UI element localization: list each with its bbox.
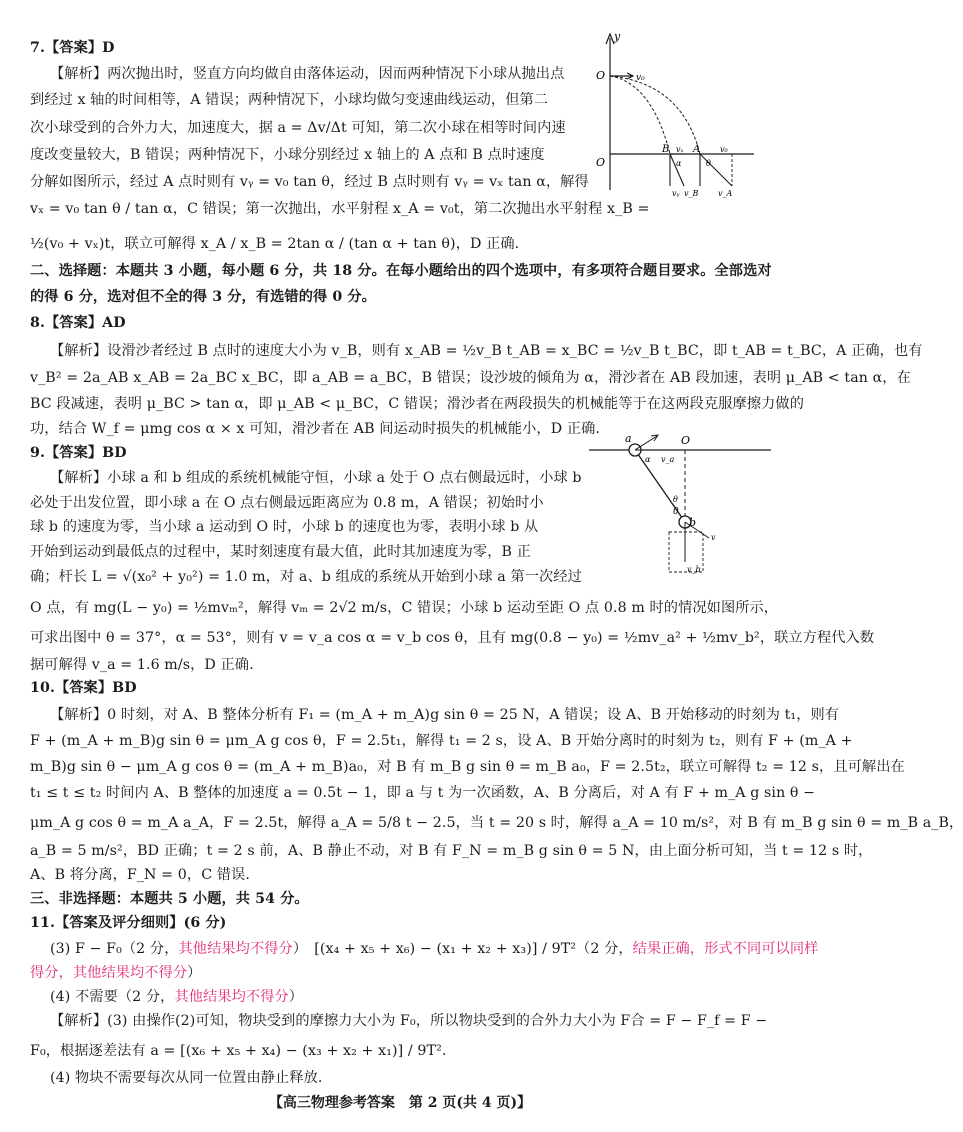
q11-scoring-line: [50, 939, 818, 959]
fig2-o-label: O: [681, 434, 691, 447]
fig1-o-label: O: [596, 69, 606, 82]
q8-analysis-line: BC 段减速，表明 μ_BC > tan α，即 μ_AB < μ_BC，C 错误；滑沙者在两段损失的机械能等于在这两段克服摩擦力做的: [30, 396, 804, 412]
q11-analysis-line: F₀，根据逐差法有 a = [(x₆ + x₅ + x₄) − (x₃ + x₂ + x₁)] / 9T².: [30, 1043, 447, 1059]
fig1-v0-label: v₀: [636, 73, 645, 83]
q9-analysis-line: 确；杆长 L = √(x₀² + y₀²) = 1.0 m，对 a、b 组成的系统从开始到小球 a 第一次经过: [30, 569, 582, 585]
page-footer: 【高三物理参考答案 第 2 页(共 4 页)】: [268, 1095, 532, 1111]
fig2-va-label: v_a: [661, 455, 675, 464]
q8-answer: 8.【答案】AD: [30, 315, 126, 331]
fig1-v0b-label: v₀: [720, 145, 728, 154]
q9-analysis-line: 球 b 的速度为零，当小球 a 运动到 O 时，小球 b 的速度也为零，表明小球 b 从: [30, 519, 539, 535]
q11-analysis-line: 【解析】(3) 由操作(2)可知，物块受到的摩擦力大小为 F₀，所以物块受到的合外力大小为 F合 = F − F_f = F −: [50, 1013, 768, 1029]
q9-answer: 9.【答案】BD: [30, 445, 127, 461]
fig1-vx-label: vₓ: [676, 145, 684, 154]
q11-text: (4) 不需要（2 分，: [50, 989, 175, 1005]
q9-analysis-line: 必处于出发位置，即小球 a 在 O 点右侧最远距离应为 0.8 m，A 错误；初始时小: [30, 495, 544, 511]
fig1-va-label: v_A: [718, 189, 733, 198]
q8-analysis-line: 【解析】设滑沙者经过 B 点时的速度大小为 v_B，则有 x_AB = ½v_B t_AB = x_BC = ½v_B t_BC，即 t_AB = t_BC，A 正确，也有: [50, 343, 923, 359]
q11-rule-note: 其他结果均不得分: [174, 989, 289, 1005]
fig2-v-label: v: [711, 533, 716, 542]
q7-analysis-line: 次小球受到的合外力大，加速度大，据 a = Δv/Δt 可知，第二次小球在相等时间内速: [30, 120, 566, 136]
fig2-b-label: b: [689, 516, 697, 529]
q11-scoring-line: [50, 987, 303, 1007]
q9-analysis-line: O 点，有 mg(L − y₀) = ½mvₘ²，解得 vₘ = 2√2 m/s，C 错误；小球 b 运动至距 O 点 0.8 m 时的情况如图所示，: [30, 600, 779, 616]
q11-text: ）: [288, 989, 304, 1005]
q9-analysis-line: 据可解得 v_a = 1.6 m/s，D 正确.: [30, 657, 254, 673]
q7-answer: 7.【答案】D: [30, 40, 115, 56]
q10-analysis-line: μm_A g cos θ = m_A a_A，F = 2.5t，解得 a_A = 5/8 t − 2.5，当 t = 20 s 时，解得 a_A = 10 m/s²，对 B 有 m_B g sin θ = m_B a_B，: [30, 815, 963, 831]
q10-analysis-line: A、B 将分离，F_N = 0，C 错误.: [30, 867, 250, 883]
fig1-vy-label: vᵧ: [672, 189, 680, 198]
q7-analysis-line: 分解如图所示，经过 A 点时则有 vᵧ = v₀ tan θ，经过 B 点时则有 vᵧ = vₓ tan α，解得: [30, 174, 589, 190]
q8-analysis-line: 功，结合 W_f = μmg cos α × x 可知，滑沙者在 AB 间运动时损失的机械能小，D 正确.: [30, 421, 600, 437]
q8-analysis-line: v_B² = 2a_AB x_AB = 2a_BC x_BC，即 a_AB = a_BC，B 错误；设沙坡的倾角为 α，滑沙者在 AB 段加速，表明 μ_AB < tan α，在: [30, 370, 911, 386]
q7-analysis-line: ½(v₀ + vₓ)t，联立可解得 x_A / x_B = 2tan α / (tan α + tan θ)，D 正确.: [30, 236, 520, 252]
q11-text: ）: [187, 965, 202, 981]
q10-answer: 10.【答案】BD: [30, 680, 137, 696]
q10-analysis-line: t₁ ≤ t ≤ t₂ 时间内 A、B 整体的加速度 a = 0.5t − 1，即 a 与 t 为一次函数，A、B 分离后，对 A 有 F + m_A g sin θ −: [30, 785, 816, 801]
fig1-y-label: y: [614, 30, 621, 43]
fig1-theta-label: θ: [706, 159, 711, 168]
q11-answer: 11.【答案及评分细则】(6 分): [30, 915, 227, 931]
q7-analysis-line: 【解析】两次抛出时，竖直方向均做自由落体运动，因而两种情况下小球从抛出点: [50, 66, 565, 82]
q11-analysis-line: (4) 物块不需要每次从同一位置由静止释放.: [50, 1070, 323, 1086]
section-2-heading: 二、选择题：本题共 3 小题，每小题 6 分，共 18 分。在每小题给出的四个选项中，有多项符合题目要求。全部选对: [30, 263, 772, 279]
q11-text: ） [(x₄ + x₅ + x₆) − (x₁ + x₂ + x₃)] / 9T²（2 分，: [292, 941, 633, 957]
q9-analysis-line: 可求出图中 θ = 37°，α = 53°，则有 v = v_a cos α = v_b cos θ，且有 mg(0.8 − y₀) = ½mv_a² + ½mv_b²，联立方程代入数: [30, 630, 875, 646]
q9-analysis-line: 开始到运动到最低点的过程中，某时刻速度有最大值，此时其加速度为零，B 正: [30, 544, 531, 560]
q7-velocity-diagram: [592, 28, 762, 198]
q7-analysis-line: 度改变量较大，B 错误；两种情况下，小球分别经过 x 轴上的 A 点和 B 点时速度: [30, 147, 545, 163]
q7-analysis-line: 到经过 x 轴的时间相等，A 错误；两种情况下，小球均做匀变速曲线运动，但第二: [30, 92, 549, 108]
q9-analysis-line: 【解析】小球 a 和 b 组成的系统机械能守恒，小球 a 处于 O 点右侧最远时，小球 b: [50, 470, 582, 486]
q10-analysis-line: 【解析】0 时刻，对 A、B 整体分析有 F₁ = (m_A + m_A)g sin θ = 25 N，A 错误；设 A、B 开始移动的时刻为 t₁，则有: [50, 707, 840, 723]
q9-rod-diagram: [585, 432, 775, 582]
q11-text: (3) F − F₀（2 分，: [50, 941, 179, 957]
fig2-vb-label: v_b: [687, 565, 701, 574]
fig1-origin-label: O: [596, 156, 606, 169]
q10-analysis-line: a_B = 5 m/s²，BD 正确；t = 2 s 前，A、B 静止不动，对 B 有 F_N = m_B g sin θ = 5 N，由上面分析可知，当 t = 12 s 时，: [30, 843, 873, 859]
fig1-b-label: B: [662, 144, 670, 155]
fig1-vb-label: v_B: [684, 189, 699, 198]
q10-analysis-line: F + (m_A + m_B)g sin θ = μm_A g cos θ，F = 2.5t₁，解得 t₁ = 2 s，设 A、B 开始分离时的时刻为 t₂，则有 F + (m_A +: [30, 733, 853, 749]
q11-rule-note: 其他结果均不得分: [178, 941, 293, 957]
fig2-zero-label: 0: [673, 507, 679, 517]
q11-rule-note: 结果正确，形式不同可以同样: [632, 941, 819, 957]
fig1-a-label: A: [693, 144, 701, 155]
fig2-theta-label: θ: [673, 495, 678, 504]
q11-rule-note: 得分，其他结果均不得分: [30, 965, 188, 981]
fig2-a-label: a: [625, 432, 632, 445]
q10-analysis-line: m_B)g sin θ − μm_A g cos θ = (m_A + m_B)a₀，对 B 有 m_B g sin θ = m_B a₀，F = 2.5t₂，联立可解得 t₂ = 12 s，且可解出在: [30, 759, 905, 775]
section-2-heading-cont: 的得 6 分，选对但不全的得 3 分，有选错的得 0 分。: [30, 289, 376, 305]
fig2-alpha-label: α: [645, 455, 651, 464]
q11-scoring-line: [30, 963, 201, 983]
fig1-alpha-label: α: [676, 159, 682, 168]
section-3-heading: 三、非选择题：本题共 5 小题，共 54 分。: [30, 891, 309, 907]
q7-analysis-line: vₓ = v₀ tan θ / tan α，C 错误；第一次抛出，水平射程 x_A = v₀t，第二次抛出水平射程 x_B =: [30, 201, 650, 217]
